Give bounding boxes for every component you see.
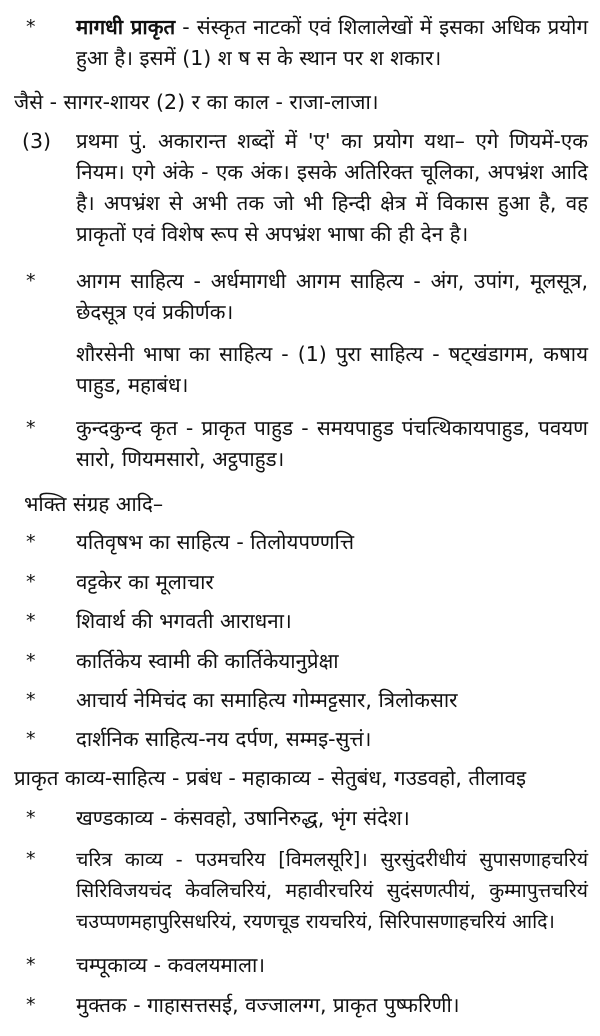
- list-item-text: आचार्य नेमिचंद का समाहित्य गोम्मट्टसार, त्रिलोकसार: [76, 688, 458, 712]
- list-item-text: वट्टकेर का मूलाचार: [76, 570, 214, 594]
- bullet-asterisk: *: [26, 994, 36, 1016]
- term-heading: मागधी प्राकृत: [76, 15, 176, 39]
- bullet-asterisk: *: [26, 610, 36, 632]
- bullet-asterisk: *: [26, 417, 36, 439]
- paragraph-text: प्रथमा पुं. अकारान्त शब्दों में 'ए' का प्रयोग यथा– एगे णियमें-एक नियम। एगे अंके - एक अंक। इसके अतिरिक्त चूलिका, अपभ्रंश आदि है। अपभ्रंश से अभी तक जो भी हिन्दी क्षेत्र में विकास हुआ है, वह प्राकृतों एवं विशेष रूप से अपभ्रंश भाषा की ही देन है।: [76, 129, 588, 246]
- list-item-text: चरित्र काव्य - पउमचरिय [विमलसूरि]। सुरसुंदरीधीयं सुपासणाहचरियं सिरिविजयचंद केवलिचरियं, महावीरचरियं सुदंसणत्पीयं, कुम्मापुत्तचरियं चउप्पणमहापुरिसधरियं, रयणचूड रायचरियं, सिरिपासणाहचरियं आदि।: [76, 848, 588, 933]
- list-item-text: दार्शनिक साहित्य-नय दर्पण, सम्मइ-सुत्तं।: [76, 727, 372, 751]
- bullet-asterisk: *: [26, 848, 36, 870]
- bullet-asterisk: *: [26, 16, 36, 38]
- paragraph-text: शौरसेनी भाषा का साहित्य - (1) पुरा साहित्य - षट्खंडागम, कषाय पाहुड, महाबंध।: [76, 342, 588, 397]
- paragraph-text: प्राकृत काव्य-साहित्य - प्रबंध - महाकाव्य - सेतुबंध, गउडवहो, तीलावइ: [14, 766, 527, 790]
- paragraph-text: कुन्दकुन्द कृत - प्राकृत पाहुड - समयपाहुड पंचत्थिकायपाहुड, पवयण सारो, णियमसारो, अट्ठपाहुड।: [76, 416, 588, 471]
- bullet-asterisk: *: [26, 954, 36, 976]
- list-item-text: मुक्तक - गाहासत्तसई, वज्जालग्ग, प्राकृत पुष्फरिणी।: [76, 993, 460, 1017]
- bullet-asterisk: *: [26, 531, 36, 553]
- paragraph-text: आगम साहित्य - अर्धमागधी आगम साहित्य - अंग, उपांग, मूलसूत्र, छेदसूत्र एवं प्रकीर्णक।: [76, 269, 588, 324]
- bullet-asterisk: *: [26, 728, 36, 750]
- list-item-text: यतिवृषभ का साहित्य - तिलोयपण्णत्ति: [76, 530, 355, 554]
- list-item-text: खण्डकाव्य - कंसवहो, उषानिरुद्ध, भृंग संदेश।: [76, 806, 410, 830]
- item-number: (3): [22, 129, 52, 153]
- bullet-asterisk: *: [26, 689, 36, 711]
- paragraph-text: भक्ति संग्रह आदि–: [24, 492, 164, 516]
- paragraph-text: - संस्कृत नाटकों एवं शिलालेखों में इसका अधिक प्रयोग हुआ है। इसमें (1) श ष स के स्थान पर श शकार।: [76, 15, 588, 70]
- bullet-asterisk: *: [26, 807, 36, 829]
- list-item-text: शिवार्थ की भगवती आराधना।: [76, 609, 292, 633]
- list-item-text: कार्तिकेय स्वामी की कार्तिकेयानुप्रेक्षा: [76, 649, 339, 673]
- paragraph-body: [76, 12, 588, 74]
- list-item-text: चम्पूकाव्य - कवलयमाला।: [76, 953, 266, 977]
- bullet-asterisk: *: [26, 270, 36, 292]
- bullet-asterisk: *: [26, 650, 36, 672]
- bullet-asterisk: *: [26, 571, 36, 593]
- paragraph-text: जैसे - सागर-शायर (2) र का काल - राजा-लाजा।: [14, 90, 379, 114]
